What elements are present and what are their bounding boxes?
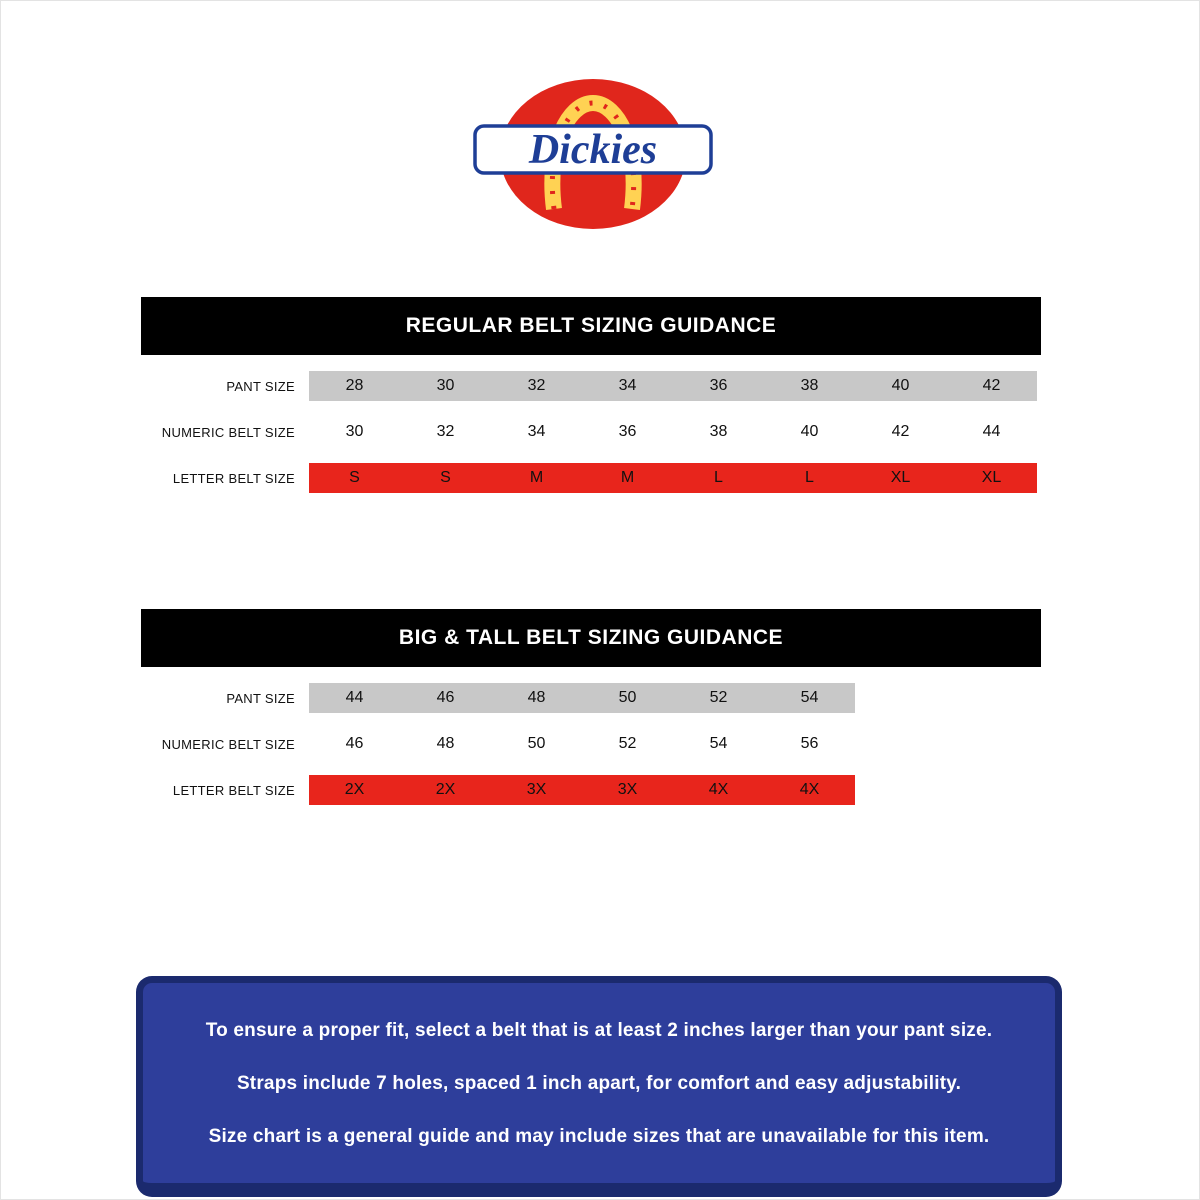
size-cell: 44 [345, 689, 364, 706]
size-cell: L [714, 469, 723, 486]
dickies-logo [468, 77, 718, 233]
size-cell: 42 [891, 423, 910, 440]
size-cell: 32 [436, 423, 455, 440]
size-band-plain [309, 729, 855, 759]
size-cell: 36 [709, 377, 728, 394]
table-row [141, 683, 1041, 713]
row-label: LETTER BELT SIZE [172, 782, 295, 798]
logo-wordmark: Dickies [528, 127, 658, 173]
size-cell: 48 [527, 689, 546, 706]
size-cell: 40 [800, 423, 819, 440]
size-cell: 52 [618, 735, 637, 752]
size-cell: 44 [982, 423, 1001, 440]
size-cell: M [529, 469, 544, 486]
size-cell: 2X [435, 781, 456, 798]
size-cell: 46 [436, 689, 455, 706]
size-cell: 2X [344, 781, 365, 798]
note-line: Size chart is a general guide and may include sizes that are unavailable for this item. [208, 1126, 990, 1147]
row-label: PANT SIZE [226, 378, 295, 394]
size-cell: 50 [618, 689, 637, 706]
dickies-logo-icon [468, 77, 718, 233]
size-cell: XL [981, 469, 1002, 486]
size-cell: 4X [799, 781, 820, 798]
regular-sizing-table [141, 297, 1041, 493]
size-cell: 40 [891, 377, 910, 394]
size-cell: 34 [618, 377, 637, 394]
size-cell: 56 [800, 735, 819, 752]
row-label: NUMERIC BELT SIZE [161, 736, 295, 752]
size-cell: 36 [618, 423, 637, 440]
table-row [141, 729, 1041, 759]
size-band-red [309, 463, 1037, 493]
table-row [141, 775, 1041, 805]
size-cell: 42 [982, 377, 1001, 394]
size-cell: S [349, 469, 360, 486]
size-cell: L [805, 469, 814, 486]
size-band-red [309, 775, 855, 805]
size-cell: 28 [345, 377, 364, 394]
size-cell: 32 [527, 377, 546, 394]
fit-notes-panel [136, 976, 1062, 1197]
table-row [141, 371, 1041, 401]
size-cell: 34 [527, 423, 546, 440]
size-cell: 46 [345, 735, 364, 752]
size-band-gray [309, 371, 1037, 401]
size-cell: 38 [800, 377, 819, 394]
size-band-plain [309, 417, 1037, 447]
size-cell: M [620, 469, 635, 486]
big-tall-sizing-table [141, 609, 1041, 805]
row-label: LETTER BELT SIZE [172, 470, 295, 486]
size-cell: 54 [800, 689, 819, 706]
regular-sizing-rows [141, 371, 1041, 493]
big-tall-title-bar [141, 609, 1041, 667]
note-line: To ensure a proper fit, select a belt that is at least 2 inches larger than your pant size. [205, 1020, 993, 1041]
table-row [141, 417, 1041, 447]
size-cell: 54 [709, 735, 728, 752]
size-cell: S [440, 469, 451, 486]
row-label: PANT SIZE [226, 690, 295, 706]
size-cell: 50 [527, 735, 546, 752]
regular-title-bar [141, 297, 1041, 355]
big-tall-sizing-rows [141, 683, 1041, 805]
table-row [141, 463, 1041, 493]
table-title: BIG & TALL BELT SIZING GUIDANCE [398, 626, 784, 649]
size-cell: 38 [709, 423, 728, 440]
size-cell: 30 [345, 423, 364, 440]
size-cell: 4X [708, 781, 729, 798]
row-label: NUMERIC BELT SIZE [161, 424, 295, 440]
table-title: REGULAR BELT SIZING GUIDANCE [405, 314, 777, 337]
note-line: Straps include 7 holes, spaced 1 inch apart, for comfort and easy adjustability. [236, 1073, 962, 1094]
size-band-gray [309, 683, 855, 713]
size-cell: 48 [436, 735, 455, 752]
size-cell: 3X [617, 781, 638, 798]
size-cell: XL [890, 469, 911, 486]
size-cell: 30 [436, 377, 455, 394]
size-cell: 3X [526, 781, 547, 798]
size-cell: 52 [709, 689, 728, 706]
